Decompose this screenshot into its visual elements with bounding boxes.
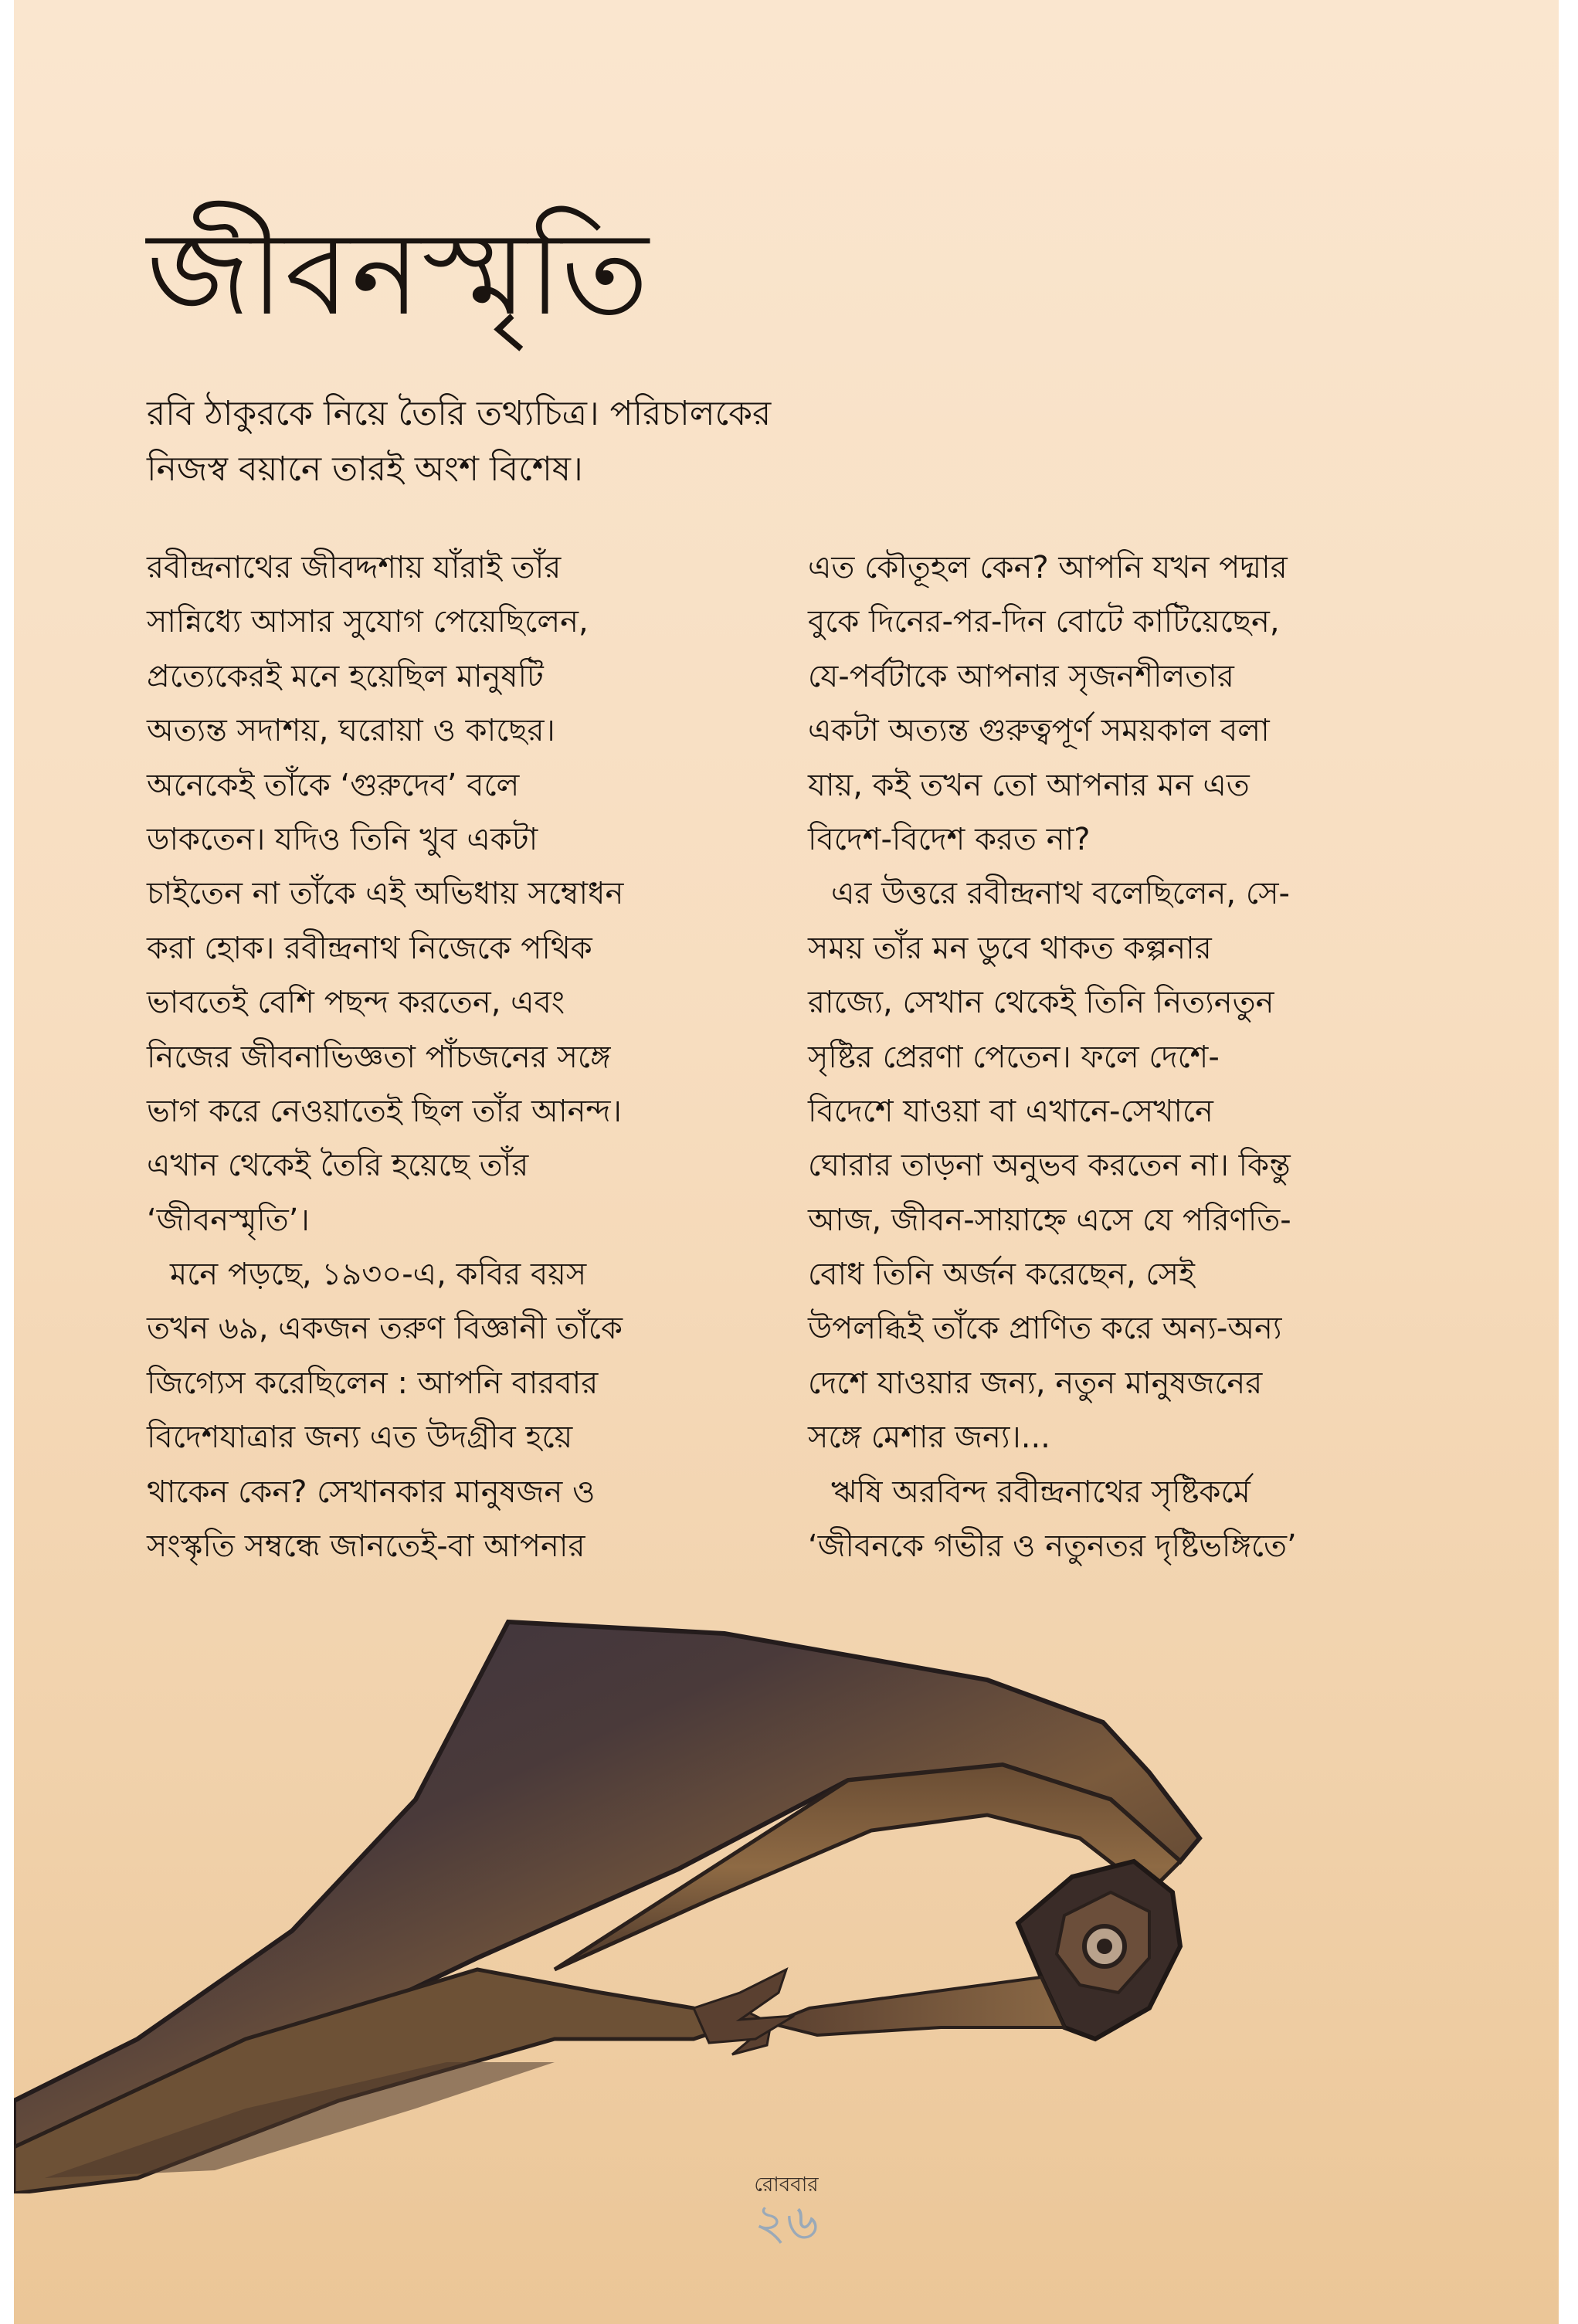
text-line: ঋষি অরবিন্দ রবীন্দ্রনাথের সৃষ্টিকর্মে: [831, 1474, 1251, 1510]
text-line: এত কৌতূহল কেন? আপনি যখন পদ্মার: [808, 550, 1288, 585]
text-line: রাজ্যে, সেখান থেকেই তিনি নিত্যনতুন: [808, 985, 1274, 1021]
text-line: যে-পর্বটাকে আপনার সৃজনশীলতার: [808, 658, 1234, 694]
text-line: রবীন্দ্রনাথের জীবদ্দশায় যাঁরাই তাঁর: [147, 550, 562, 585]
article-title: জীবনস্মৃতি: [147, 207, 650, 341]
text-line: এর উত্তরে রবীন্দ্রনাথ বলেছিলেন, সে-: [831, 876, 1290, 912]
text-line: করা হোক। রবীন্দ্রনাথ নিজেকে পথিক: [147, 930, 592, 966]
text-line: সান্নিধ্যে আসার সুযোগ পেয়েছিলেন,: [147, 604, 589, 640]
text-line: নিজের জীবনাভিজ্ঞতা পাঁচজনের সঙ্গে: [147, 1039, 611, 1075]
text-line: উপলব্ধিই তাঁকে প্রাণিত করে অন্য-অন্য: [808, 1311, 1282, 1347]
text-line: তখন ৬৯, একজন তরুণ বিজ্ঞানী তাঁকে: [147, 1311, 623, 1347]
text-line: এখান থেকেই তৈরি হয়েছে তাঁর: [147, 1148, 529, 1184]
magazine-name: রোববার: [754, 2173, 819, 2197]
text-line: চাইতেন না তাঁকে এই অভিধায় সম্বোধন: [147, 876, 624, 912]
paper-background: [14, 0, 1559, 2324]
text-line: জিগ্যেস করেছিলেন : আপনি বারবার: [147, 1365, 599, 1401]
text-line: অত্যন্ত সদাশয়, ঘরোয়া ও কাছের।: [147, 713, 555, 749]
text-line: সময় তাঁর মন ডুবে থাকত কল্পনার: [808, 930, 1212, 966]
text-line: ভাগ করে নেওয়াতেই ছিল তাঁর আনন্দ।: [147, 1093, 622, 1129]
text-line: দেশে যাওয়ার জন্য, নতুন মানুষজনের: [808, 1365, 1263, 1401]
left-text-column: [147, 541, 765, 1573]
text-line: একটা অত্যন্ত গুরুত্বপূর্ণ সময়কাল বলা: [808, 713, 1270, 749]
text-line: মনে পড়ছে, ১৯৩০-এ, কবির বয়স: [170, 1257, 587, 1293]
text-line: সংস্কৃতি সম্বন্ধে জানতেই-বা আপনার: [147, 1528, 585, 1565]
text-line: ‘জীবনকে গভীর ও নতুনতর দৃষ্টিভঙ্গিতে’: [808, 1528, 1297, 1565]
page-edge-strip: [1559, 0, 1578, 2324]
right-text-column: [808, 541, 1426, 1573]
text-line: প্রত্যেকেরই মনে হয়েছিল মানুষটি: [147, 658, 544, 694]
text-line: ডাকতেন। যদিও তিনি খুব একটা: [147, 821, 538, 857]
subtitle-line: নিজস্ব বয়ানে তারই অংশ বিশেষ।: [147, 450, 583, 489]
article-subtitle: [147, 386, 996, 497]
text-line: বিদেশে যাওয়া বা এখানে-সেখানে: [808, 1093, 1213, 1129]
text-line: বুকে দিনের-পর-দিন বোটে কাটিয়েছেন,: [808, 604, 1280, 640]
text-line: অনেকেই তাঁকে ‘গুরুদেব’ বলে: [147, 767, 520, 803]
text-line: থাকেন কেন? সেখানকার মানুষজন ও: [147, 1474, 596, 1510]
text-line: বিদেশ-বিদেশ করত না?: [808, 821, 1091, 857]
bird-pupil: [1097, 1939, 1112, 1954]
page-number: ২৬: [754, 2194, 819, 2251]
text-line: ভাবতেই বেশি পছন্দ করতেন, এবং: [147, 985, 565, 1021]
text-line: যায়, কই তখন তো আপনার মন এত: [808, 767, 1250, 803]
bird-claw-shape: [694, 1969, 794, 2043]
subtitle-line: রবি ঠাকুরকে নিয়ে তৈরি তথ্যচিত্র। পরিচালকের: [147, 394, 772, 433]
text-line: বোধ তিনি অর্জন করেছেন, সেই: [808, 1257, 1195, 1293]
text-line: বিদেশযাত্রার জন্য এত উদগ্রীব হয়ে: [147, 1420, 573, 1456]
text-line: সঙ্গে মেশার জন্য।...: [808, 1420, 1050, 1456]
text-line: সৃষ্টির প্রেরণা পেতেন। ফলে দেশে-: [808, 1039, 1220, 1075]
text-line: আজ, জীবন-সায়াহ্নে এসে যে পরিণতি-: [808, 1202, 1291, 1238]
bird-leg-shape: [771, 1977, 1064, 2035]
bird-illustration: [14, 1606, 1559, 2193]
text-line: ঘোরার তাড়না অনুভব করতেন না। কিন্তু: [808, 1148, 1291, 1184]
text-line: ‘জীবনস্মৃতি’।: [147, 1202, 310, 1238]
